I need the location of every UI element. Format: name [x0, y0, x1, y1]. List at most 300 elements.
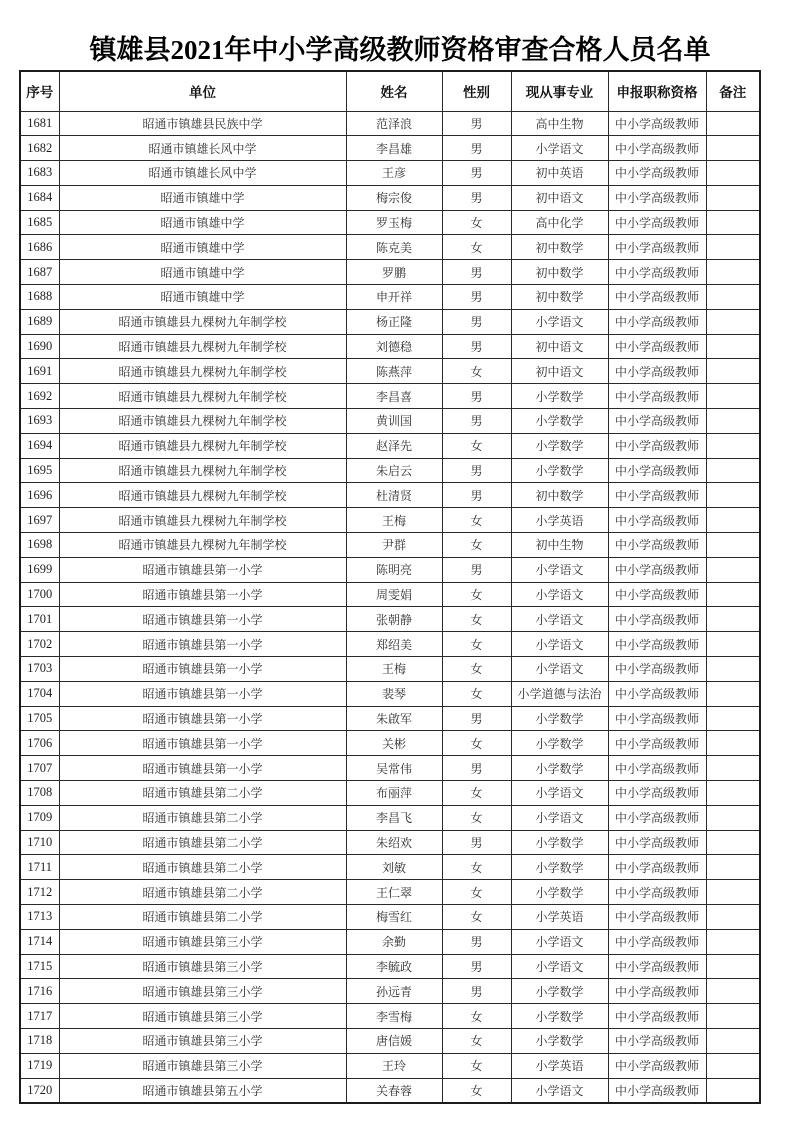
- cell-teacher-name: 唐信媛: [346, 1028, 442, 1053]
- cell-current-specialty: 小学数学: [511, 1004, 608, 1029]
- cell-serial-number: 1716: [20, 979, 59, 1004]
- cell-unit: 昭通市镇雄县九棵树九年制学校: [59, 359, 346, 384]
- cell-declared-qualification: 中小学高级教师: [608, 632, 706, 657]
- cell-gender: 女: [442, 235, 511, 260]
- cell-current-specialty: 初中数学: [511, 483, 608, 508]
- table-row: [20, 731, 760, 756]
- table-row: [20, 979, 760, 1004]
- cell-gender: 女: [442, 1053, 511, 1078]
- table-row: [20, 582, 760, 607]
- cell-serial-number: 1704: [20, 681, 59, 706]
- cell-teacher-name: 裴琴: [346, 681, 442, 706]
- cell-teacher-name: 王玲: [346, 1053, 442, 1078]
- cell-unit: 昭通市镇雄县九棵树九年制学校: [59, 458, 346, 483]
- cell-serial-number: 1720: [20, 1078, 59, 1103]
- cell-teacher-name: 李昌喜: [346, 384, 442, 409]
- cell-remark: [706, 805, 760, 830]
- cell-gender: 男: [442, 309, 511, 334]
- table-row: [20, 880, 760, 905]
- cell-gender: 男: [442, 409, 511, 434]
- table-row: [20, 384, 760, 409]
- cell-current-specialty: 小学数学: [511, 1028, 608, 1053]
- table-row: [20, 334, 760, 359]
- cell-unit: 昭通市镇雄县九棵树九年制学校: [59, 334, 346, 359]
- cell-current-specialty: 小学语文: [511, 309, 608, 334]
- cell-current-specialty: 初中数学: [511, 260, 608, 285]
- cell-declared-qualification: 中小学高级教师: [608, 731, 706, 756]
- teacher-roster-table: [19, 70, 761, 1104]
- table-row: [20, 235, 760, 260]
- table-row: [20, 533, 760, 558]
- cell-unit: 昭通市镇雄县第二小学: [59, 880, 346, 905]
- cell-serial-number: 1710: [20, 830, 59, 855]
- cell-unit: 昭通市镇雄县第一小学: [59, 607, 346, 632]
- cell-serial-number: 1709: [20, 805, 59, 830]
- cell-gender: 男: [442, 483, 511, 508]
- cell-remark: [706, 607, 760, 632]
- table-row: [20, 483, 760, 508]
- cell-serial-number: 1713: [20, 905, 59, 930]
- cell-declared-qualification: 中小学高级教师: [608, 1004, 706, 1029]
- cell-gender: 男: [442, 979, 511, 1004]
- cell-gender: 女: [442, 1078, 511, 1103]
- cell-gender: 女: [442, 632, 511, 657]
- cell-serial-number: 1705: [20, 706, 59, 731]
- cell-declared-qualification: 中小学高级教师: [608, 1078, 706, 1103]
- cell-unit: 昭通市镇雄县九棵树九年制学校: [59, 309, 346, 334]
- cell-gender: 男: [442, 260, 511, 285]
- cell-serial-number: 1690: [20, 334, 59, 359]
- cell-serial-number: 1693: [20, 409, 59, 434]
- cell-unit: 昭通市镇雄县第二小学: [59, 905, 346, 930]
- cell-declared-qualification: 中小学高级教师: [608, 657, 706, 682]
- cell-gender: 女: [442, 210, 511, 235]
- cell-unit: 昭通市镇雄县第一小学: [59, 731, 346, 756]
- cell-remark: [706, 285, 760, 310]
- cell-teacher-name: 赵泽先: [346, 433, 442, 458]
- cell-declared-qualification: 中小学高级教师: [608, 681, 706, 706]
- cell-serial-number: 1706: [20, 731, 59, 756]
- cell-gender: 男: [442, 384, 511, 409]
- table-row: [20, 929, 760, 954]
- cell-serial-number: 1682: [20, 136, 59, 161]
- cell-current-specialty: 小学语文: [511, 136, 608, 161]
- cell-remark: [706, 384, 760, 409]
- cell-remark: [706, 855, 760, 880]
- cell-gender: 女: [442, 805, 511, 830]
- cell-gender: 女: [442, 657, 511, 682]
- cell-teacher-name: 罗鹏: [346, 260, 442, 285]
- cell-serial-number: 1719: [20, 1053, 59, 1078]
- cell-current-specialty: 初中英语: [511, 161, 608, 186]
- cell-teacher-name: 朱启云: [346, 458, 442, 483]
- cell-unit: 昭通市镇雄县九棵树九年制学校: [59, 483, 346, 508]
- cell-declared-qualification: 中小学高级教师: [608, 954, 706, 979]
- cell-serial-number: 1703: [20, 657, 59, 682]
- table-row: [20, 657, 760, 682]
- cell-teacher-name: 孙远青: [346, 979, 442, 1004]
- cell-remark: [706, 681, 760, 706]
- cell-remark: [706, 359, 760, 384]
- cell-teacher-name: 刘敏: [346, 855, 442, 880]
- cell-teacher-name: 陈克美: [346, 235, 442, 260]
- cell-declared-qualification: 中小学高级教师: [608, 409, 706, 434]
- cell-gender: 男: [442, 161, 511, 186]
- cell-teacher-name: 罗玉梅: [346, 210, 442, 235]
- cell-teacher-name: 杜清贤: [346, 483, 442, 508]
- table-row: [20, 508, 760, 533]
- cell-remark: [706, 458, 760, 483]
- cell-current-specialty: 小学数学: [511, 384, 608, 409]
- cell-declared-qualification: 中小学高级教师: [608, 607, 706, 632]
- cell-teacher-name: 梅雪红: [346, 905, 442, 930]
- table-row: [20, 359, 760, 384]
- cell-unit: 昭通市镇雄县第二小学: [59, 781, 346, 806]
- cell-unit: 昭通市镇雄县第一小学: [59, 756, 346, 781]
- column-header: 姓名: [346, 71, 442, 111]
- cell-remark: [706, 1028, 760, 1053]
- cell-gender: 男: [442, 185, 511, 210]
- table-row: [20, 161, 760, 186]
- table-row: [20, 185, 760, 210]
- cell-unit: 昭通市镇雄县第一小学: [59, 681, 346, 706]
- table-row: [20, 285, 760, 310]
- cell-current-specialty: 小学语文: [511, 607, 608, 632]
- cell-teacher-name: 余勤: [346, 929, 442, 954]
- cell-teacher-name: 陈燕萍: [346, 359, 442, 384]
- cell-teacher-name: 朱绍欢: [346, 830, 442, 855]
- cell-serial-number: 1695: [20, 458, 59, 483]
- cell-unit: 昭通市镇雄县第三小学: [59, 1004, 346, 1029]
- cell-serial-number: 1715: [20, 954, 59, 979]
- cell-gender: 女: [442, 905, 511, 930]
- cell-current-specialty: 小学数学: [511, 855, 608, 880]
- cell-gender: 男: [442, 458, 511, 483]
- cell-gender: 女: [442, 1028, 511, 1053]
- cell-remark: [706, 260, 760, 285]
- cell-declared-qualification: 中小学高级教师: [608, 582, 706, 607]
- cell-unit: 昭通市镇雄县九棵树九年制学校: [59, 508, 346, 533]
- cell-remark: [706, 185, 760, 210]
- cell-unit: 昭通市镇雄县九棵树九年制学校: [59, 433, 346, 458]
- column-header: 备注: [706, 71, 760, 111]
- cell-remark: [706, 905, 760, 930]
- cell-declared-qualification: 中小学高级教师: [608, 508, 706, 533]
- cell-teacher-name: 李雪梅: [346, 1004, 442, 1029]
- cell-teacher-name: 陈明亮: [346, 557, 442, 582]
- cell-gender: 男: [442, 706, 511, 731]
- cell-remark: [706, 657, 760, 682]
- cell-current-specialty: 小学语文: [511, 954, 608, 979]
- cell-teacher-name: 王梅: [346, 657, 442, 682]
- table-row: [20, 681, 760, 706]
- cell-declared-qualification: 中小学高级教师: [608, 830, 706, 855]
- cell-remark: [706, 1004, 760, 1029]
- cell-serial-number: 1701: [20, 607, 59, 632]
- cell-gender: 男: [442, 756, 511, 781]
- cell-unit: 昭通市镇雄长风中学: [59, 136, 346, 161]
- cell-serial-number: 1689: [20, 309, 59, 334]
- cell-serial-number: 1714: [20, 929, 59, 954]
- table-row: [20, 1004, 760, 1029]
- table-row: [20, 781, 760, 806]
- cell-declared-qualification: 中小学高级教师: [608, 384, 706, 409]
- cell-current-specialty: 小学英语: [511, 1053, 608, 1078]
- cell-gender: 女: [442, 433, 511, 458]
- cell-current-specialty: 小学英语: [511, 905, 608, 930]
- cell-declared-qualification: 中小学高级教师: [608, 979, 706, 1004]
- cell-remark: [706, 557, 760, 582]
- cell-current-specialty: 小学语文: [511, 781, 608, 806]
- cell-declared-qualification: 中小学高级教师: [608, 905, 706, 930]
- cell-current-specialty: 初中语文: [511, 185, 608, 210]
- table-row: [20, 1028, 760, 1053]
- cell-declared-qualification: 中小学高级教师: [608, 309, 706, 334]
- cell-teacher-name: 关春蓉: [346, 1078, 442, 1103]
- cell-remark: [706, 954, 760, 979]
- cell-remark: [706, 210, 760, 235]
- cell-gender: 男: [442, 285, 511, 310]
- cell-declared-qualification: 中小学高级教师: [608, 781, 706, 806]
- cell-unit: 昭通市镇雄县第二小学: [59, 805, 346, 830]
- table-row: [20, 309, 760, 334]
- cell-unit: 昭通市镇雄中学: [59, 285, 346, 310]
- column-header: 现从事专业: [511, 71, 608, 111]
- table-row: [20, 954, 760, 979]
- cell-remark: [706, 235, 760, 260]
- cell-serial-number: 1708: [20, 781, 59, 806]
- cell-teacher-name: 周雯娟: [346, 582, 442, 607]
- cell-remark: [706, 508, 760, 533]
- cell-declared-qualification: 中小学高级教师: [608, 855, 706, 880]
- cell-declared-qualification: 中小学高级教师: [608, 285, 706, 310]
- cell-serial-number: 1684: [20, 185, 59, 210]
- cell-remark: [706, 781, 760, 806]
- cell-teacher-name: 李昌飞: [346, 805, 442, 830]
- cell-unit: 昭通市镇雄县九棵树九年制学校: [59, 409, 346, 434]
- cell-declared-qualification: 中小学高级教师: [608, 533, 706, 558]
- cell-declared-qualification: 中小学高级教师: [608, 756, 706, 781]
- cell-unit: 昭通市镇雄中学: [59, 210, 346, 235]
- cell-unit: 昭通市镇雄县第五小学: [59, 1078, 346, 1103]
- cell-unit: 昭通市镇雄县第三小学: [59, 954, 346, 979]
- cell-teacher-name: 王仁翠: [346, 880, 442, 905]
- cell-gender: 女: [442, 855, 511, 880]
- cell-remark: [706, 1078, 760, 1103]
- table-row: [20, 632, 760, 657]
- cell-gender: 女: [442, 607, 511, 632]
- cell-declared-qualification: 中小学高级教师: [608, 557, 706, 582]
- cell-unit: 昭通市镇雄县第三小学: [59, 929, 346, 954]
- cell-gender: 男: [442, 557, 511, 582]
- cell-remark: [706, 433, 760, 458]
- cell-unit: 昭通市镇雄县第一小学: [59, 582, 346, 607]
- cell-serial-number: 1699: [20, 557, 59, 582]
- cell-remark: [706, 632, 760, 657]
- cell-current-specialty: 小学语文: [511, 929, 608, 954]
- cell-gender: 女: [442, 359, 511, 384]
- cell-remark: [706, 309, 760, 334]
- cell-teacher-name: 王梅: [346, 508, 442, 533]
- cell-current-specialty: 初中数学: [511, 285, 608, 310]
- cell-remark: [706, 706, 760, 731]
- cell-unit: 昭通市镇雄县九棵树九年制学校: [59, 533, 346, 558]
- table-row: [20, 805, 760, 830]
- cell-serial-number: 1718: [20, 1028, 59, 1053]
- cell-current-specialty: 初中数学: [511, 235, 608, 260]
- cell-declared-qualification: 中小学高级教师: [608, 706, 706, 731]
- cell-current-specialty: 小学数学: [511, 731, 608, 756]
- column-header: 性别: [442, 71, 511, 111]
- column-header: 序号: [20, 71, 59, 111]
- cell-declared-qualification: 中小学高级教师: [608, 929, 706, 954]
- cell-remark: [706, 929, 760, 954]
- cell-serial-number: 1687: [20, 260, 59, 285]
- cell-teacher-name: 李毓政: [346, 954, 442, 979]
- cell-current-specialty: 小学数学: [511, 706, 608, 731]
- cell-current-specialty: 高中化学: [511, 210, 608, 235]
- cell-teacher-name: 吴常伟: [346, 756, 442, 781]
- table-row: [20, 557, 760, 582]
- cell-current-specialty: 小学数学: [511, 756, 608, 781]
- cell-serial-number: 1692: [20, 384, 59, 409]
- cell-serial-number: 1683: [20, 161, 59, 186]
- table-row: [20, 607, 760, 632]
- cell-remark: [706, 483, 760, 508]
- cell-current-specialty: 小学英语: [511, 508, 608, 533]
- cell-serial-number: 1698: [20, 533, 59, 558]
- cell-declared-qualification: 中小学高级教师: [608, 185, 706, 210]
- cell-gender: 男: [442, 111, 511, 136]
- cell-serial-number: 1696: [20, 483, 59, 508]
- cell-teacher-name: 范泽浪: [346, 111, 442, 136]
- cell-teacher-name: 尹群: [346, 533, 442, 558]
- cell-remark: [706, 830, 760, 855]
- cell-unit: 昭通市镇雄中学: [59, 235, 346, 260]
- cell-serial-number: 1694: [20, 433, 59, 458]
- cell-gender: 男: [442, 334, 511, 359]
- cell-teacher-name: 杨正隆: [346, 309, 442, 334]
- table-row: [20, 111, 760, 136]
- cell-serial-number: 1686: [20, 235, 59, 260]
- cell-declared-qualification: 中小学高级教师: [608, 1028, 706, 1053]
- table-row: [20, 706, 760, 731]
- cell-declared-qualification: 中小学高级教师: [608, 136, 706, 161]
- cell-unit: 昭通市镇雄县第三小学: [59, 1028, 346, 1053]
- table-row: [20, 433, 760, 458]
- cell-current-specialty: 初中语文: [511, 334, 608, 359]
- cell-gender: 男: [442, 830, 511, 855]
- table-row: [20, 1078, 760, 1103]
- cell-serial-number: 1685: [20, 210, 59, 235]
- cell-serial-number: 1697: [20, 508, 59, 533]
- cell-remark: [706, 731, 760, 756]
- table-row: [20, 1053, 760, 1078]
- cell-current-specialty: 小学道德与法治: [511, 681, 608, 706]
- cell-serial-number: 1681: [20, 111, 59, 136]
- cell-current-specialty: 初中生物: [511, 533, 608, 558]
- cell-current-specialty: 小学语文: [511, 657, 608, 682]
- page-title: 镇雄县2021年中小学高级教师资格审查合格人员名单: [89, 35, 711, 65]
- cell-current-specialty: 小学数学: [511, 458, 608, 483]
- cell-gender: 女: [442, 533, 511, 558]
- cell-declared-qualification: 中小学高级教师: [608, 880, 706, 905]
- table-row: [20, 260, 760, 285]
- cell-teacher-name: 关彬: [346, 731, 442, 756]
- cell-unit: 昭通市镇雄县第三小学: [59, 1053, 346, 1078]
- cell-remark: [706, 1053, 760, 1078]
- cell-gender: 男: [442, 929, 511, 954]
- cell-remark: [706, 136, 760, 161]
- cell-current-specialty: 小学数学: [511, 880, 608, 905]
- table-row: [20, 458, 760, 483]
- table-header-row: [20, 71, 760, 111]
- cell-gender: 女: [442, 508, 511, 533]
- cell-unit: 昭通市镇雄县第一小学: [59, 706, 346, 731]
- cell-teacher-name: 郑绍美: [346, 632, 442, 657]
- table-row: [20, 409, 760, 434]
- cell-current-specialty: 小学数学: [511, 409, 608, 434]
- column-header: 单位: [59, 71, 346, 111]
- cell-remark: [706, 409, 760, 434]
- table-row: [20, 136, 760, 161]
- cell-serial-number: 1707: [20, 756, 59, 781]
- cell-declared-qualification: 中小学高级教师: [608, 458, 706, 483]
- cell-unit: 昭通市镇雄长风中学: [59, 161, 346, 186]
- cell-serial-number: 1711: [20, 855, 59, 880]
- cell-declared-qualification: 中小学高级教师: [608, 111, 706, 136]
- table-row: [20, 756, 760, 781]
- cell-declared-qualification: 中小学高级教师: [608, 260, 706, 285]
- cell-declared-qualification: 中小学高级教师: [608, 483, 706, 508]
- cell-current-specialty: 小学数学: [511, 433, 608, 458]
- cell-teacher-name: 梅宗俊: [346, 185, 442, 210]
- cell-current-specialty: 初中语文: [511, 359, 608, 384]
- cell-unit: 昭通市镇雄中学: [59, 185, 346, 210]
- cell-unit: 昭通市镇雄县第一小学: [59, 557, 346, 582]
- cell-teacher-name: 黄训国: [346, 409, 442, 434]
- cell-gender: 男: [442, 136, 511, 161]
- cell-teacher-name: 王彦: [346, 161, 442, 186]
- cell-remark: [706, 979, 760, 1004]
- cell-serial-number: 1700: [20, 582, 59, 607]
- cell-teacher-name: 刘德稳: [346, 334, 442, 359]
- table-row: [20, 905, 760, 930]
- cell-unit: 昭通市镇雄县民族中学: [59, 111, 346, 136]
- cell-gender: 男: [442, 954, 511, 979]
- cell-gender: 女: [442, 681, 511, 706]
- cell-declared-qualification: 中小学高级教师: [608, 334, 706, 359]
- table-row: [20, 210, 760, 235]
- cell-current-specialty: 高中生物: [511, 111, 608, 136]
- cell-current-specialty: 小学语文: [511, 1078, 608, 1103]
- cell-serial-number: 1691: [20, 359, 59, 384]
- cell-remark: [706, 756, 760, 781]
- cell-gender: 女: [442, 582, 511, 607]
- cell-unit: 昭通市镇雄县九棵树九年制学校: [59, 384, 346, 409]
- cell-current-specialty: 小学语文: [511, 557, 608, 582]
- cell-unit: 昭通市镇雄县第一小学: [59, 632, 346, 657]
- column-header: 申报职称资格: [608, 71, 706, 111]
- cell-gender: 女: [442, 731, 511, 756]
- cell-unit: 昭通市镇雄县第一小学: [59, 657, 346, 682]
- cell-gender: 女: [442, 1004, 511, 1029]
- cell-gender: 女: [442, 880, 511, 905]
- cell-declared-qualification: 中小学高级教师: [608, 235, 706, 260]
- cell-declared-qualification: 中小学高级教师: [608, 359, 706, 384]
- cell-remark: [706, 334, 760, 359]
- cell-serial-number: 1717: [20, 1004, 59, 1029]
